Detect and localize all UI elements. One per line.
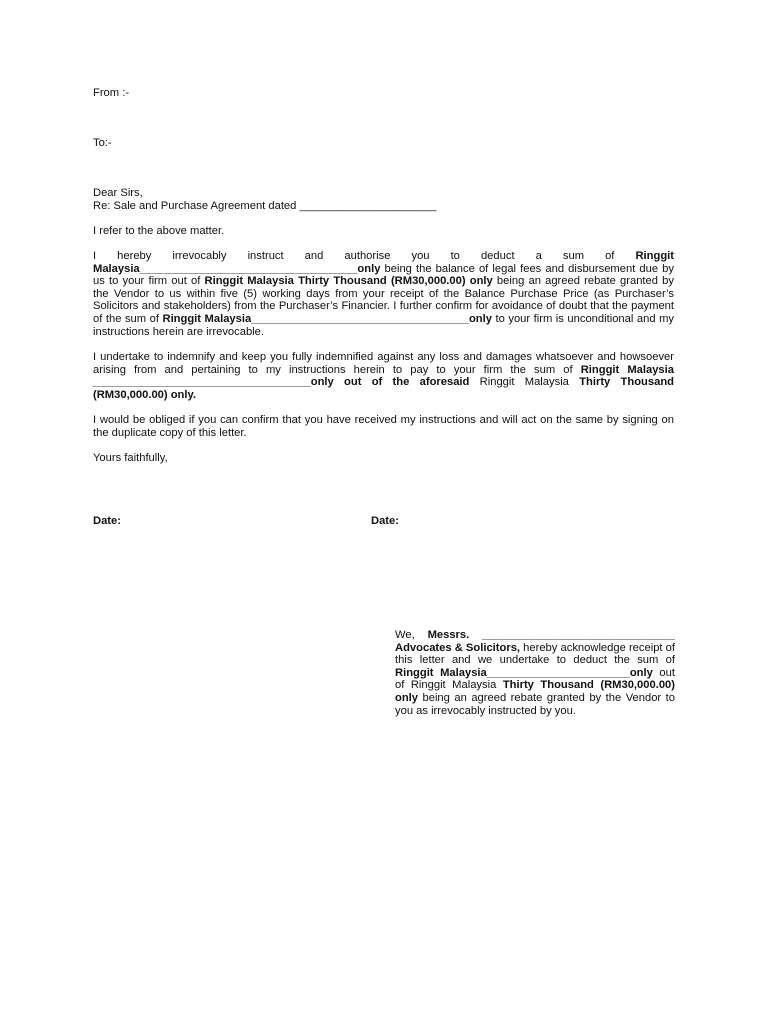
re-line: Re: Sale and Purchase Agreement dated ______________________: [93, 200, 437, 212]
greeting: Dear Sirs,: [93, 187, 143, 199]
firm-name-blank: Messrs. _______________________________ Advocates & Solicitors,: [395, 629, 675, 654]
date-label-left: Date:: [93, 515, 121, 527]
closing: Yours faithfully,: [93, 452, 168, 464]
amount-ringgit-blank: Ringgit Malaysia___________________________________only: [93, 250, 674, 275]
intro-line: I refer to the above matter.: [93, 225, 225, 237]
paragraph-indemnity: I undertake to indemnify and keep you fully indemnified against any loss and damages whatsoever and howsoever arising from and pertaining to my instructions herein to pay to your firm the sum of Ringgit Malaysia ___________________________________only out of the aforesaid Ringgit Malaysia Thirty Thousand (RM30,000.00) only.: [93, 351, 674, 401]
amount-thirty-thousand: Ringgit Malaysia Thirty Thousand (RM30,000.00) only: [204, 275, 493, 288]
amount-ringgit-blank-3: Ringgit Malaysia ___________________________________only out of the aforesaid: [93, 363, 674, 389]
paragraph-instruction: I hereby irrevocably instruct and authorise you to deduct a sum of Ringgit Malaysia___________________________________only being the balance of legal fees and disbursement due by us to your firm out of Ringgit Malaysia Thirty Thousand (RM30,000.00) only being an agreed rebate granted by the Vendor to us within five (5) working days from your receipt of the Balance Purchase Price (as Purchaser’s Solicitors and stakeholders) from the Purchaser’s Financier. I further confirm for avoidance of doubt that the payment of the sum of Ringgit Malaysia___________________________________only to your firm is unconditional and my instructions herein are irrevocable.: [93, 250, 674, 338]
to-label: To:-: [93, 137, 112, 149]
acknowledgement-block: We, Messrs. _______________________________ Advocates & Solicitors, hereby acknowledge receipt of this letter and we undertake to deduct the sum of Ringgit Malaysia_______________________only out of Ringgit Malaysia Thirty Thousand (RM30,000.00) only being an agreed rebate granted by the Vendor to you as irrevocably instructed by you.: [395, 629, 676, 717]
date-label-right: Date:: [371, 515, 399, 527]
amount-thirty-thousand-2: Thirty Thousand (RM30,000.00) only.: [93, 376, 674, 401]
ack-amount-blank: Ringgit Malaysia_______________________only: [395, 666, 653, 679]
from-label: From :-: [93, 87, 130, 99]
paragraph-confirmation: I would be obliged if you can confirm that you have received my instructions and will act on the same by signing on the duplicate copy of this letter.: [93, 414, 674, 439]
ack-amount-thirty-thousand: Thirty Thousand (RM30,000.00) only: [395, 679, 675, 704]
amount-ringgit-blank-2: Ringgit Malaysia___________________________________only: [162, 312, 492, 325]
